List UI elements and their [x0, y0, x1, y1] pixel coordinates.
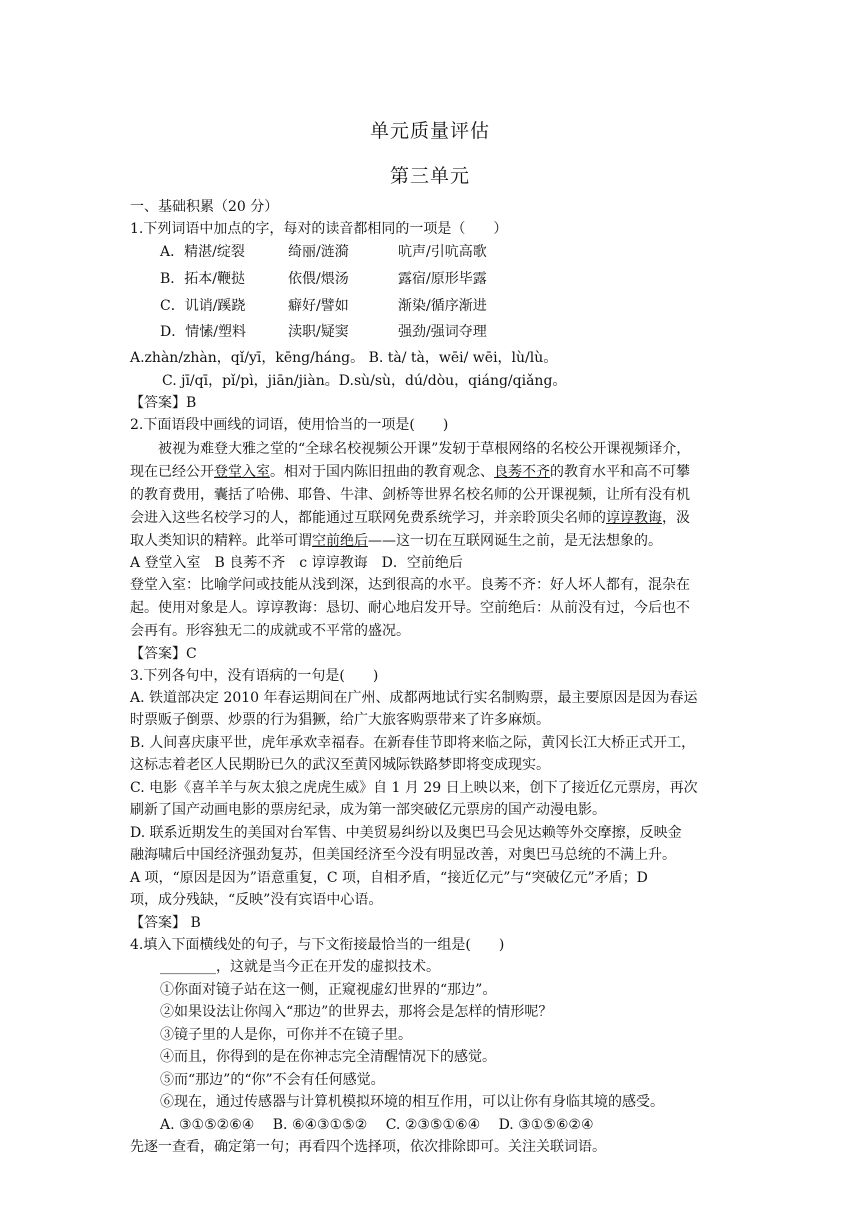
- q4-item: ③镜子里的人是你，可你并不在镜子里。: [160, 1027, 412, 1043]
- q1-option-text: 吭声/引吭高歌: [398, 244, 487, 260]
- underlined-term: 谆谆教诲: [606, 510, 662, 526]
- q3-answer: 【答案】 B: [130, 915, 201, 931]
- q4-item: ⑤而“那边”的“你”不会有任何感觉。: [160, 1072, 385, 1088]
- q1-option-d: [160, 323, 760, 341]
- underlined-term: 空前绝后: [312, 533, 368, 549]
- q1-option-text: B．拓本/鞭挞: [160, 271, 246, 287]
- q2-passage-line: 被视为难登大雅之堂的“全球名校视频公开课”发轫于草根网络的名校公开课视频译介，: [158, 441, 691, 457]
- q2-explanation-line: 起。使用对象是人。谆谆教诲：恳切、耐心地启发开导。空前绝后：从前没有过，今后也不: [130, 600, 690, 616]
- q3-explanation-line: 项，成分残缺，“反映”没有宾语中心语。: [130, 892, 383, 908]
- passage-text: ——这一切在互联网诞生之前，是无法想象的。: [368, 533, 662, 549]
- section-heading: 一、基础积累（20 分）: [130, 199, 279, 215]
- q1-option-text: 绮丽/涟漪: [288, 244, 349, 260]
- q1-option-a: [160, 243, 760, 261]
- q1-option-text: A．精湛/绽裂: [160, 244, 245, 260]
- q2-passage-line: [130, 463, 730, 481]
- q2-explanation-line: 登堂入室：比喻学问或技能从浅到深，达到很高的水平。良莠不齐：好人坏人都有，混杂在: [130, 577, 690, 593]
- passage-text: 。相对于国内陈旧扭曲的教育观念、: [270, 464, 494, 480]
- q1-explanation-line: C. jī/qī，pǐ/pì，jiān/jiàn。D.sù/sù，dú/dòu，qiáng/qiǎng。: [162, 373, 567, 389]
- q1-option-text: 依偎/煨汤: [288, 271, 349, 287]
- q4-options: A. ③①⑤②⑥④ B. ⑥④③①⑤② C. ②③⑤①⑥④ D. ③①⑤⑥②④: [160, 1117, 594, 1133]
- page-title: 单元质量评估: [369, 120, 490, 142]
- underlined-term: 登堂入室: [214, 464, 270, 480]
- q1-option-b: [160, 270, 760, 288]
- q2-passage-line: 的教育费用，囊括了哈佛、耶鲁、牛津、剑桥等世界名校名师的公开课视频，让所有没有机: [130, 487, 690, 503]
- passage-text: ，汲: [662, 510, 690, 526]
- q3-option-line: 这标志着老区人民期盼已久的武汉至黄冈城际铁路梦即将变成现实。: [130, 757, 550, 773]
- q2-answer: 【答案】C: [130, 646, 197, 662]
- q1-option-text: C．讥诮/蹊跷: [160, 298, 246, 314]
- q3-explanation-line: A 项，“原因是因为”语意重复，C 项，自相矛盾，“接近亿元”与“突破亿元”矛盾；D: [130, 870, 648, 886]
- q1-option-text: 强劲/强词夺理: [398, 324, 487, 340]
- q3-option-line: 融海啸后中国经济强劲复苏，但美国经济至今没有明显改善，对奥巴马总统的不满上升。: [130, 847, 676, 863]
- q1-answer: 【答案】B: [130, 395, 197, 411]
- underlined-term: 良莠不齐: [494, 464, 550, 480]
- q4-item: ②如果设法让你闯入“那边”的世界去，那将会是怎样的情形呢？: [160, 1004, 553, 1020]
- passage-text: 的教育水平和高不可攀: [550, 464, 690, 480]
- q1-stem: 1.下列词语中加点的字，每对的读音都相同的一项是（ ）: [130, 221, 508, 237]
- q3-option-line: 刷新了国产动画电影的票房纪录，成为第一部突破亿元票房的国产动漫电影。: [130, 802, 606, 818]
- passage-text: 现在已经公开: [130, 464, 214, 480]
- q3-option-line: D. 联系近期发生的美国对台军售、中美贸易纠纷以及奥巴马会见达赖等外交摩擦，反映金: [130, 825, 682, 841]
- q4-stem: 4.填入下面横线处的句子，与下文衔接最恰当的一组是( ): [130, 937, 505, 953]
- q4-item: ①你面对镜子站在这一侧，正窥视虚幻世界的“那边”。: [160, 982, 497, 998]
- q1-option-text: 露宿/原形毕露: [398, 271, 487, 287]
- q3-option-line: A. 铁道部决定 2010 年春运期间在广州、成都两地试行实名制购票，最主要原因是因为春运: [130, 690, 698, 706]
- q4-item: ⑥现在，通过传感器与计算机模拟环境的相互作用，可以让你有身临其境的感受。: [160, 1094, 664, 1110]
- q4-blank-line: ________，这就是当今正在开发的虚拟技术。: [160, 959, 440, 975]
- q1-option-c: [160, 297, 760, 315]
- q1-option-text: D．情愫/塑料: [160, 324, 246, 340]
- q3-option-line: B. 人间喜庆康平世，虎年承欢幸福春。在新春佳节即将来临之际，黄冈长江大桥正式开工，: [130, 735, 696, 751]
- q2-options: A 登堂入室 B 良莠不齐 c 谆谆教诲 D．空前绝后: [130, 555, 463, 571]
- q1-option-text: 渎职/疑窦: [288, 324, 349, 340]
- q2-passage-line: [130, 509, 730, 527]
- q3-option-line: C. 电影《喜羊羊与灰太狼之虎虎生威》自 1 月 29 日上映以来，创下了接近亿元票房，再次: [130, 780, 698, 796]
- q1-option-text: 癖好/譬如: [288, 298, 349, 314]
- q1-option-text: 渐染/循序渐进: [398, 298, 487, 314]
- q3-option-line: 时票贩子倒票、炒票的行为猖獗，给广大旅客购票带来了许多麻烦。: [130, 712, 550, 728]
- q2-explanation-line: 会再有。形容独无二的成就或不平常的盛况。: [130, 623, 410, 639]
- q4-explanation: 先逐一查看，确定第一句；再看四个选择项，依次排除即可。关注关联词语。: [130, 1139, 606, 1155]
- q2-passage-line: [130, 532, 730, 550]
- unit-subtitle: 第三单元: [389, 165, 470, 187]
- q4-item: ④而且，你得到的是在你神志完全清醒情况下的感觉。: [160, 1049, 496, 1065]
- passage-text: 会进入这些名校学习的人，都能通过互联网免费系统学习，并亲聆顶尖名师的: [130, 510, 606, 526]
- q1-explanation-line: A.zhàn/zhàn，qǐ/yī，kēng/háng。 B. tà/ tà，wēi/ wēi，lù/lù。: [130, 350, 558, 366]
- passage-text: 取人类知识的精粹。此举可谓: [130, 533, 312, 549]
- q3-stem: 3.下列各句中，没有语病的一句是( ): [130, 668, 379, 684]
- q2-stem: 2.下面语段中画线的词语，使用恰当的一项是( ): [130, 417, 449, 433]
